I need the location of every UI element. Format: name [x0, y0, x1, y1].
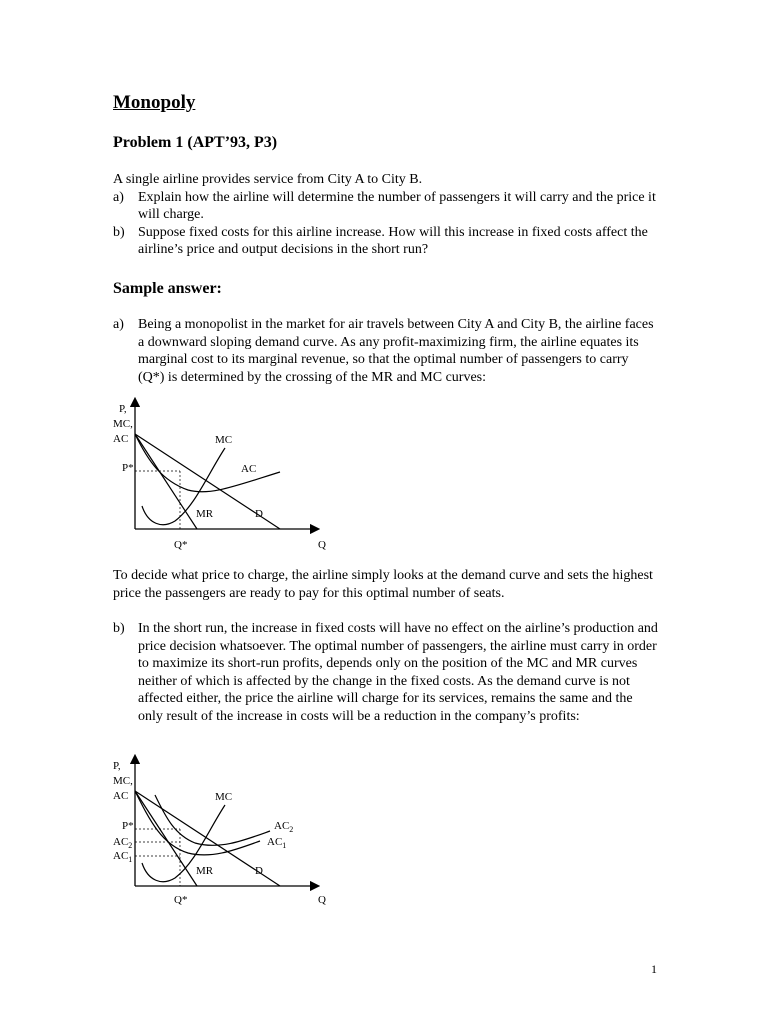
- graph1-q-star-label: Q*: [174, 539, 188, 551]
- graph2-mr-label: MR: [196, 865, 214, 877]
- graph2-y-label-2: MC,: [113, 775, 133, 787]
- graph2-d-label: D: [255, 865, 263, 877]
- answer-b-label: b): [113, 621, 125, 636]
- graph2-ac2-axis-label: $AC_2$: [113, 836, 133, 850]
- graph1-y-label-2: MC,: [113, 418, 133, 430]
- answer-b: [113, 620, 658, 726]
- answer-b-item: [113, 620, 658, 726]
- price-paragraph: To decide what price to charge, the airline simply looks at the demand curve and sets the highest price the passengers are ready to pay for this optimal number of seats.: [113, 568, 653, 601]
- answer-a: [113, 316, 658, 386]
- answer-a-text: Being a monopolist in the market for air travels between City A and City B, the airline faces a downward sloping demand curve. As any profit-maximizing firm, the airline equates its marginal cost to its marginal revenue, so that the optimal number of passengers to carry (Q*) is determined by the crossing of the MR and MC curves:: [138, 317, 654, 385]
- graph2-mr-curve: [135, 791, 197, 886]
- graph2-ac2-curve: [155, 795, 270, 845]
- graph1-p-star-label: P*: [122, 462, 134, 474]
- question-b-text: Suppose fixed costs for this airline increase. How will this increase in fixed costs affect the airline’s price and output decisions in the short run?: [138, 224, 648, 258]
- question-b: [113, 224, 658, 259]
- question-b-label: b): [113, 224, 125, 240]
- graph2-y-label-3: AC: [113, 790, 129, 802]
- graph1-mr-curve: [135, 434, 197, 529]
- graph1-mr-label: MR: [196, 508, 214, 520]
- graph2-ac1-curve: [135, 791, 260, 855]
- graph2-p-star-label: P*: [122, 820, 134, 832]
- answer-a-label: a): [113, 317, 124, 332]
- question-a-text: Explain how the airline will determine the number of passengers it will carry and the price it will charge.: [138, 189, 656, 223]
- answer-b-text: In the short run, the increase in fixed costs will have no effect on the airline’s production and price decision whatsoever. The optimal number of passengers, the airline must carry in order to maximize its short-run profits, depends only on the position of the MC and MR curves neither of which is affected by the change in the fixed costs. As the demand curve is not affected either, the price the airline will charge for its services, remains the same and the only result of the increase in costs will be a reduction in the company’s profits:: [138, 621, 658, 724]
- graph2-ac1-axis-label: $AC_1$: [113, 850, 133, 864]
- graph2-q-label: Q: [318, 894, 326, 906]
- graph2-ac1-label: $AC_1$: [267, 836, 287, 850]
- graph2-ac2-label: $AC_2$: [274, 820, 294, 834]
- graph-1: [100, 396, 350, 556]
- graph1-ac-label: AC: [241, 463, 257, 475]
- graph1-mc-label: MC: [215, 434, 233, 446]
- graph1-q-label: Q: [318, 539, 326, 551]
- graph-2: [100, 753, 350, 913]
- sample-answer-heading: Sample answer:: [113, 280, 222, 297]
- graph2-y-label-1: P,: [113, 760, 121, 772]
- problem-text: [113, 171, 658, 259]
- graph1-ac-curve: [135, 434, 280, 492]
- question-a-label: a): [113, 189, 124, 205]
- question-a: [113, 189, 658, 224]
- intro-text: A single airline provides service from City A to City B.: [113, 172, 423, 187]
- graph1-d-label: D: [255, 508, 263, 520]
- graph1-y-label-3: AC: [113, 433, 129, 445]
- page-title: Monopoly: [113, 92, 196, 113]
- page-number: 1: [651, 962, 657, 976]
- graph2-q-star-label: Q*: [174, 894, 188, 906]
- problem-heading: Problem 1 (APT’93, P3): [113, 134, 278, 151]
- graph2-mc-label: MC: [215, 791, 233, 803]
- graph1-y-label-1: P,: [119, 403, 127, 415]
- answer-a-item: [113, 316, 658, 386]
